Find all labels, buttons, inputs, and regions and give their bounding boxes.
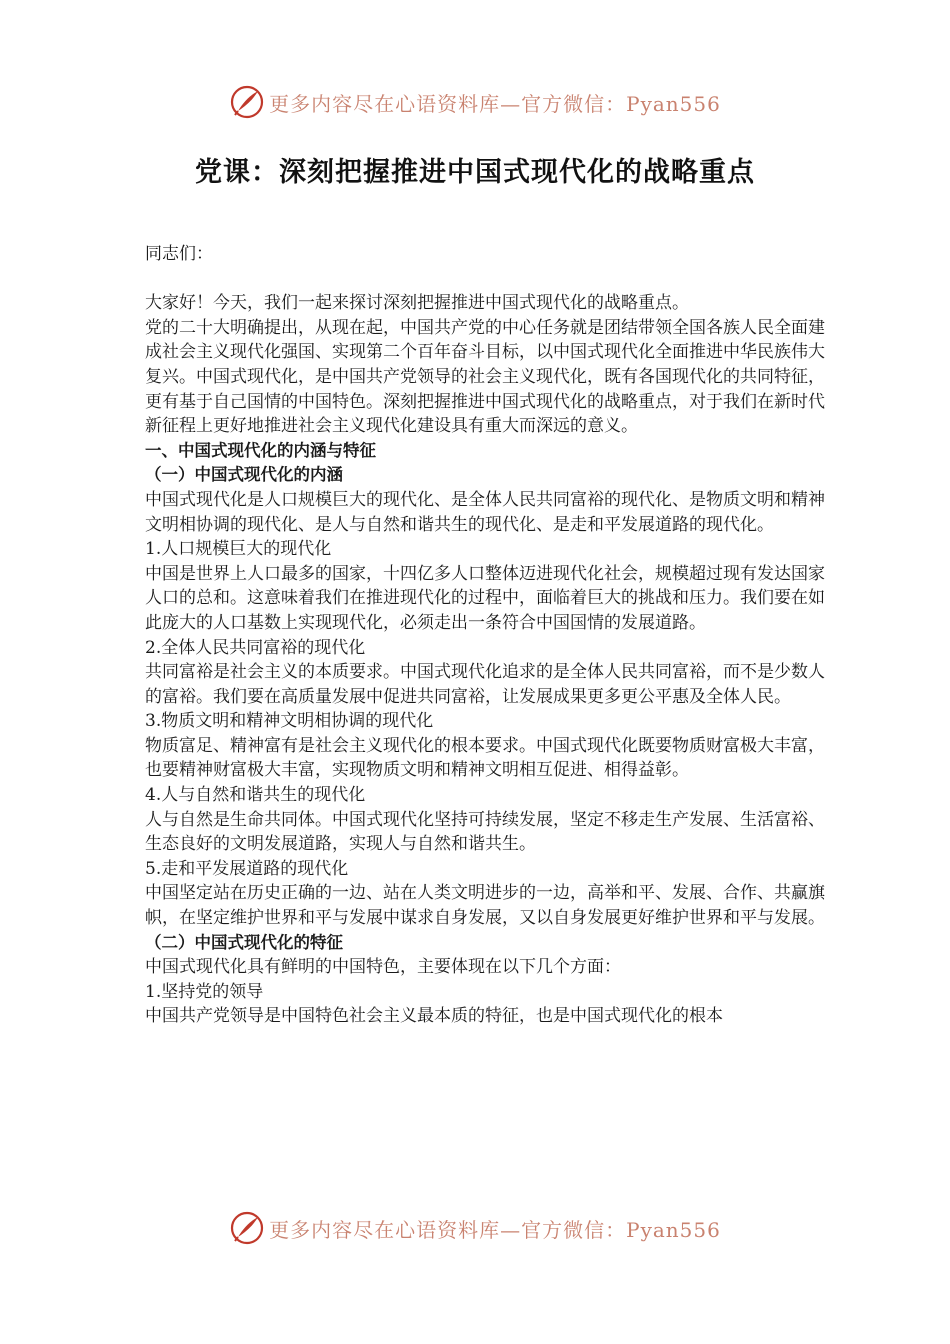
paragraph: 1.人口规模巨大的现代化 <box>145 539 332 560</box>
paragraph: 1.坚持党的领导 <box>145 981 264 1002</box>
document-body <box>145 242 825 1029</box>
paragraph-list <box>145 291 825 1029</box>
paragraph: 4.人与自然和谐共生的现代化 <box>145 785 366 806</box>
paragraph: 中国式现代化具有鲜明的中国特色，主要体现在以下几个方面： <box>145 957 621 978</box>
paragraph: 物质富足、精神富有是社会主义现代化的根本要求。中国式现代化既要物质财富极大丰富，也要精神财富极大丰富，实现物质文明和精神文明相互促进、相得益彰。 <box>145 735 825 781</box>
paragraph: 3.物质文明和精神文明相协调的现代化 <box>145 711 434 732</box>
paragraph: 党的二十大明确提出，从现在起，中国共产党的中心任务就是团结带领全国各族人民全面建成社会主义现代化强国、实现第二个百年奋斗目标，以中国式现代化全面推进中华民族伟大复兴。中国式现代化，是中国共产党领导的社会主义现代化，既有各国现代化的共同特征，更有基于自己国情的中国特色。深刻把握推进中国式现代化的战略重点，对于我们在新时代新征程上更好地推进社会主义现代化建设具有重大而深远的意义。 <box>145 317 825 437</box>
section-heading: 一、中国式现代化的内涵与特征 <box>145 440 376 460</box>
paragraph: 5.走和平发展道路的现代化 <box>145 858 349 879</box>
salutation: 同志们： <box>145 244 213 264</box>
section-heading: （二）中国式现代化的特征 <box>145 932 343 952</box>
quill-logo-icon <box>229 84 265 120</box>
paragraph: 2.全体人民共同富裕的现代化 <box>145 637 366 658</box>
paragraph: 大家好！今天，我们一起来探讨深刻把握推进中国式现代化的战略重点。 <box>145 293 689 314</box>
section-heading: （一）中国式现代化的内涵 <box>145 465 343 485</box>
paragraph: 共同富裕是社会主义的本质要求。中国式现代化追求的是全体人民共同富裕，而不是少数人的富裕。我们要在高质量发展中促进共同富裕，让发展成果更多更公平惠及全体人民。 <box>145 662 825 707</box>
footer-banner <box>0 1208 950 1248</box>
banner-text: 更多内容尽在心语资料库—官方微信：Pyan556 <box>269 1217 721 1242</box>
paragraph: 中国是世界上人口最多的国家，十四亿多人口整体迈进现代化社会，规模超过现有发达国家人口的总和。这意味着我们在推进现代化的过程中，面临着巨大的挑战和压力。我们要在如此庞大的人口基数上实现现代化，必须走出一条符合中国国情的发展道路。 <box>145 563 825 633</box>
paragraph: 中国式现代化是人口规模巨大的现代化、是全体人民共同富裕的现代化、是物质文明和精神文明相协调的现代化、是人与自然和谐共生的现代化、是走和平发展道路的现代化。 <box>145 489 825 535</box>
quill-logo-icon <box>229 1210 265 1246</box>
document-title: 党课：深刻把握推进中国式现代化的战略重点 <box>195 157 755 188</box>
header-banner <box>0 82 950 122</box>
paragraph: 中国共产党领导是中国特色社会主义最本质的特征，也是中国式现代化的根本 <box>145 1006 723 1027</box>
paragraph: 人与自然是生命共同体。中国式现代化坚持可持续发展，坚定不移走生产发展、生活富裕、生态良好的文明发展道路，实现人与自然和谐共生。 <box>145 809 825 855</box>
banner-text: 更多内容尽在心语资料库—官方微信：Pyan556 <box>269 91 721 116</box>
paragraph: 中国坚定站在历史正确的一边、站在人类文明进步的一边，高举和平、发展、合作、共赢旗帜，在坚定维护世界和平与发展中谋求自身发展，又以自身发展更好维护世界和平与发展。 <box>145 883 825 929</box>
